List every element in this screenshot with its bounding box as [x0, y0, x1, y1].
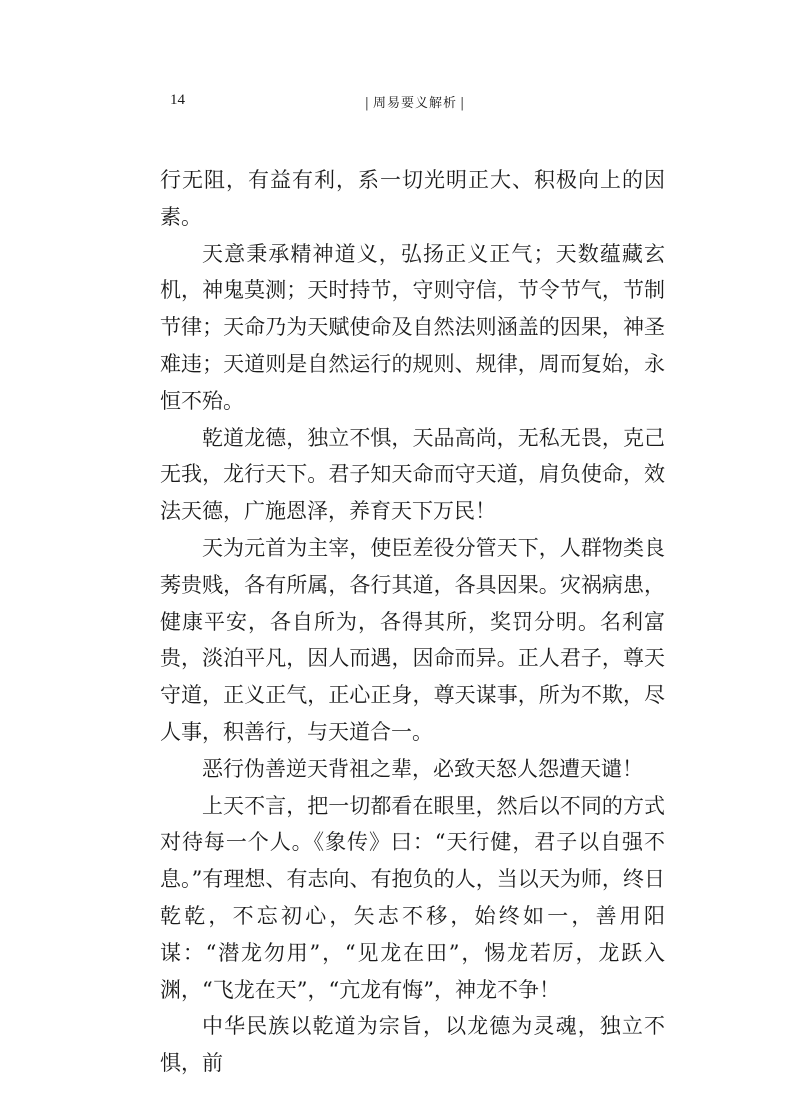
paragraph: 乾道龙德，独立不惧，天品高尚，无私无畏，克己无我，龙行天下。君子知天命而守天道，肩负使命，效法天德，广施恩泽，养育天下万民！: [160, 425, 665, 524]
paragraph: 恶行伪善逆天背祖之辈，必致天怒人怨遭天谴！: [202, 756, 643, 781]
book-title: 周易要义解析: [372, 96, 457, 111]
paragraph-continuation: 行无阻，有益有利，系一切光明正大、积极向上的因素。: [160, 168, 665, 229]
header-divider-right: |: [460, 96, 466, 111]
paragraph: 天意秉承精神道义，弘扬正义正气；天数蕴藏玄机，神鬼莫测；天时持节，守则守信，节令节气，节制节律；天命乃为天赋使命及自然法则涵盖的因果，神圣难违；天道则是自然运行的规则、规律，周而复始，永恒不殆。: [160, 241, 665, 413]
header-divider-left: |: [364, 96, 370, 111]
paragraph: 中华民族以乾道为宗旨，以龙德为灵魂，独立不惧，前: [160, 1014, 665, 1076]
running-header: [350, 92, 480, 111]
paragraph: 上天不言，把一切都看在眼里，然后以不同的方式对待每一个人。《象传》曰：“天行健，君子以自强不息。”有理想、有志向、有抱负的人，当以天为师，终日乾乾，不忘初心，矢志不移，始终如一，善用阳谋：“潜龙勿用”，“见龙在田”，惕龙若厉，龙跃入渊，“飞龙在天”，“亢龙有悔”，神龙不争！: [160, 793, 665, 1002]
body-text: [160, 162, 665, 1082]
page-number: 14: [170, 92, 185, 108]
paragraph: 天为元首为主宰，使臣差役分管天下，人群物类良莠贵贱，各有所属，各行其道，各具因果。灾祸病患，健康平安，各自所为，各得其所，奖罚分明。名利富贵，淡泊平凡，因人而遇，因命而异。正人君子，尊天守道，正义正气，正心正身，尊天谋事，所为不欺，尽人事，积善行，与天道合一。: [160, 535, 665, 744]
